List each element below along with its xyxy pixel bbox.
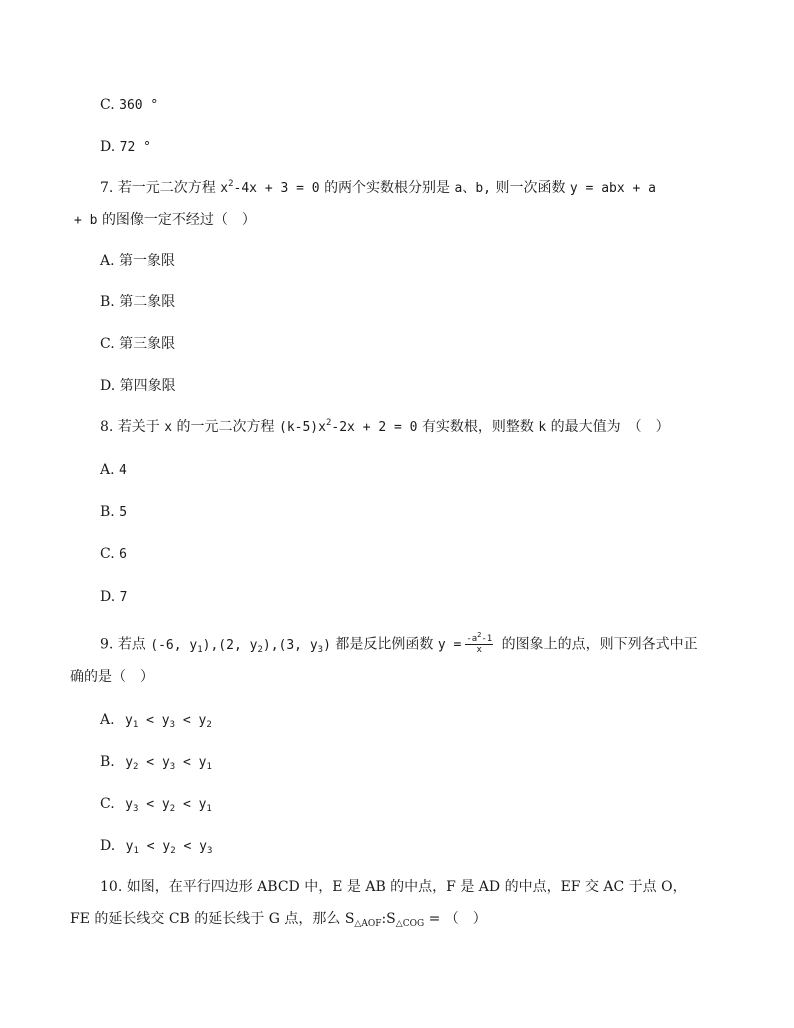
option-label: B. <box>100 294 115 310</box>
point-part: (-6, y <box>150 637 198 653</box>
sub: 1 <box>206 762 212 772</box>
option-label: C. <box>100 97 115 113</box>
sub: 2 <box>170 846 176 856</box>
option-label: D. <box>100 589 116 605</box>
option-text: 6 <box>119 547 127 562</box>
sub: 2 <box>169 804 176 814</box>
q7-function-cont: + b <box>74 213 98 228</box>
q9-y-eq: y = <box>437 637 462 653</box>
option-text: 第四象限 <box>119 378 176 394</box>
option-text: 72 ° <box>119 140 151 155</box>
q7-stem-line2 <box>74 211 256 230</box>
lt: < <box>182 713 191 728</box>
q8-text-b: 的一元二次方程 <box>176 419 275 435</box>
option-label: C. <box>100 796 115 812</box>
lt: < <box>146 797 155 812</box>
q7-text-c: 则一次函数 <box>495 180 566 196</box>
q7-option-d <box>100 377 176 395</box>
sub: 3 <box>132 804 139 814</box>
q9-option-b <box>100 753 212 772</box>
y: y <box>125 755 134 770</box>
q8-var: x <box>164 420 173 435</box>
q10-sub1: △AOF <box>354 919 382 929</box>
question-number: 7. <box>100 180 114 196</box>
sub: 1 <box>133 846 139 856</box>
sub: 3 <box>206 846 213 856</box>
lt: < <box>183 755 191 770</box>
q10-stem-line1 <box>100 878 687 896</box>
lt: < <box>182 797 191 812</box>
q9-stem-line1 <box>100 631 698 655</box>
q8-option-d <box>100 588 127 607</box>
q9-stem-line2 <box>70 668 154 686</box>
option-inequality <box>125 755 212 770</box>
point-sub: 1 <box>197 644 203 655</box>
q9-fraction <box>465 631 493 655</box>
option-inequality <box>126 839 213 854</box>
num-sup: 2 <box>477 631 482 639</box>
q8-option-c <box>100 545 127 564</box>
option-text: 5 <box>119 505 128 520</box>
num-a: -a <box>466 634 478 644</box>
y: y <box>162 839 171 854</box>
num-b: -1 <box>481 634 493 644</box>
option-text: 4 <box>119 463 127 478</box>
sub: 2 <box>133 762 139 772</box>
option-label: D. <box>100 139 116 155</box>
y: y <box>161 713 170 728</box>
q7-option-c <box>100 335 175 353</box>
point-part: ),(3, y <box>262 637 318 653</box>
option-inequality <box>125 713 212 728</box>
option-text: 第三象限 <box>119 336 176 352</box>
option-text: 360 ° <box>119 98 159 113</box>
point-sub: 2 <box>257 644 263 655</box>
y: y <box>199 839 207 854</box>
q7-option-b <box>100 293 175 311</box>
q7-roots: a、b, <box>454 181 491 196</box>
question-number: 10. <box>100 879 123 895</box>
q8-text-c: 有实数根，则整数 <box>421 419 534 435</box>
y: y <box>198 755 207 770</box>
q8-option-a <box>100 461 127 480</box>
q7-text-d: 的图像一定不经过（ ） <box>101 212 256 228</box>
q9-text-a: 若点 <box>117 636 146 653</box>
q7-text-a: 若一元二次方程 <box>117 180 216 196</box>
q8-stem <box>100 418 670 437</box>
eq-pre: (k-5)x <box>279 420 326 435</box>
q7-option-a <box>100 252 175 270</box>
q9-text-c: 的图象上的点，则下列各式中正 <box>501 636 698 653</box>
q7-equation <box>220 181 319 196</box>
q8-text-d: 的最大值为 （ ） <box>550 419 670 435</box>
sub: 1 <box>206 804 212 814</box>
q9-points <box>150 638 331 653</box>
lt: < <box>146 713 154 728</box>
y: y <box>161 797 170 812</box>
q9-text-d: 确的是（ ） <box>70 669 154 685</box>
q10-line2-a: FE 的延长线交 CB 的延长线于 G 点，那么 S <box>70 911 355 927</box>
q8-text-a: 若关于 <box>117 419 160 435</box>
y: y <box>125 797 133 812</box>
q9-option-c <box>100 795 212 814</box>
y: y <box>198 797 207 812</box>
option-label: D. <box>100 838 116 854</box>
option-label: A. <box>100 462 115 478</box>
sub: 3 <box>169 720 175 730</box>
option-inequality <box>125 797 212 812</box>
sub: 3 <box>169 762 176 772</box>
sub: 2 <box>206 720 212 730</box>
option-label: A. <box>100 712 115 728</box>
lt: < <box>146 839 155 854</box>
lt: < <box>146 755 155 770</box>
question-number: 9. <box>100 636 114 653</box>
y: y <box>161 755 170 770</box>
q10-stem-line2 <box>70 910 487 928</box>
option-label: B. <box>100 504 115 520</box>
option-label: C. <box>100 546 115 562</box>
y: y <box>198 713 207 728</box>
q6-option-d <box>100 138 151 157</box>
sub: 1 <box>132 720 139 730</box>
point-part: ),(2, y <box>202 637 258 653</box>
fraction-denominator: x <box>476 645 482 655</box>
question-number: 8. <box>100 419 114 435</box>
fraction-numerator <box>465 631 493 645</box>
q7-text-b: 的两个实数根分别是 <box>324 180 451 196</box>
q10-line2-b: = （ ） <box>428 911 487 927</box>
q7-function: y = abx + a <box>569 181 656 196</box>
q8-option-b <box>100 503 127 522</box>
point-sub: 3 <box>317 644 324 655</box>
q7-stem-line1 <box>100 179 656 198</box>
eq-sup: 2 <box>228 179 234 189</box>
eq-rest: -2x + 2 = 0 <box>331 420 418 435</box>
q9-option-d <box>100 837 212 856</box>
lt: < <box>183 839 192 854</box>
point-part: ) <box>323 637 331 653</box>
q8-equation <box>279 420 417 435</box>
q9-option-a <box>100 711 212 730</box>
option-label: B. <box>100 754 115 770</box>
q10-line1: 如图，在平行四边形 ABCD 中，E 是 AB 的中点，F 是 AD 的中点，EF 交 AC 于点 O， <box>126 879 687 895</box>
q9-text-b: 都是反比例函数 <box>335 636 434 653</box>
q6-option-c <box>100 96 158 115</box>
y: y <box>125 839 134 854</box>
option-text: 第一象限 <box>119 253 176 269</box>
option-text: 7 <box>119 590 128 605</box>
y: y <box>125 713 133 728</box>
q10-sub2: △COG <box>395 919 425 929</box>
option-label: D. <box>100 378 116 394</box>
eq-sup: 2 <box>325 418 332 428</box>
option-label: A. <box>100 253 115 269</box>
option-label: C. <box>100 336 115 352</box>
q8-k: k <box>538 420 547 435</box>
q10-colon: :S <box>381 911 396 927</box>
option-text: 第二象限 <box>119 294 176 310</box>
eq-x: x <box>220 181 229 196</box>
eq-rest: -4x + 3 = 0 <box>233 181 320 196</box>
